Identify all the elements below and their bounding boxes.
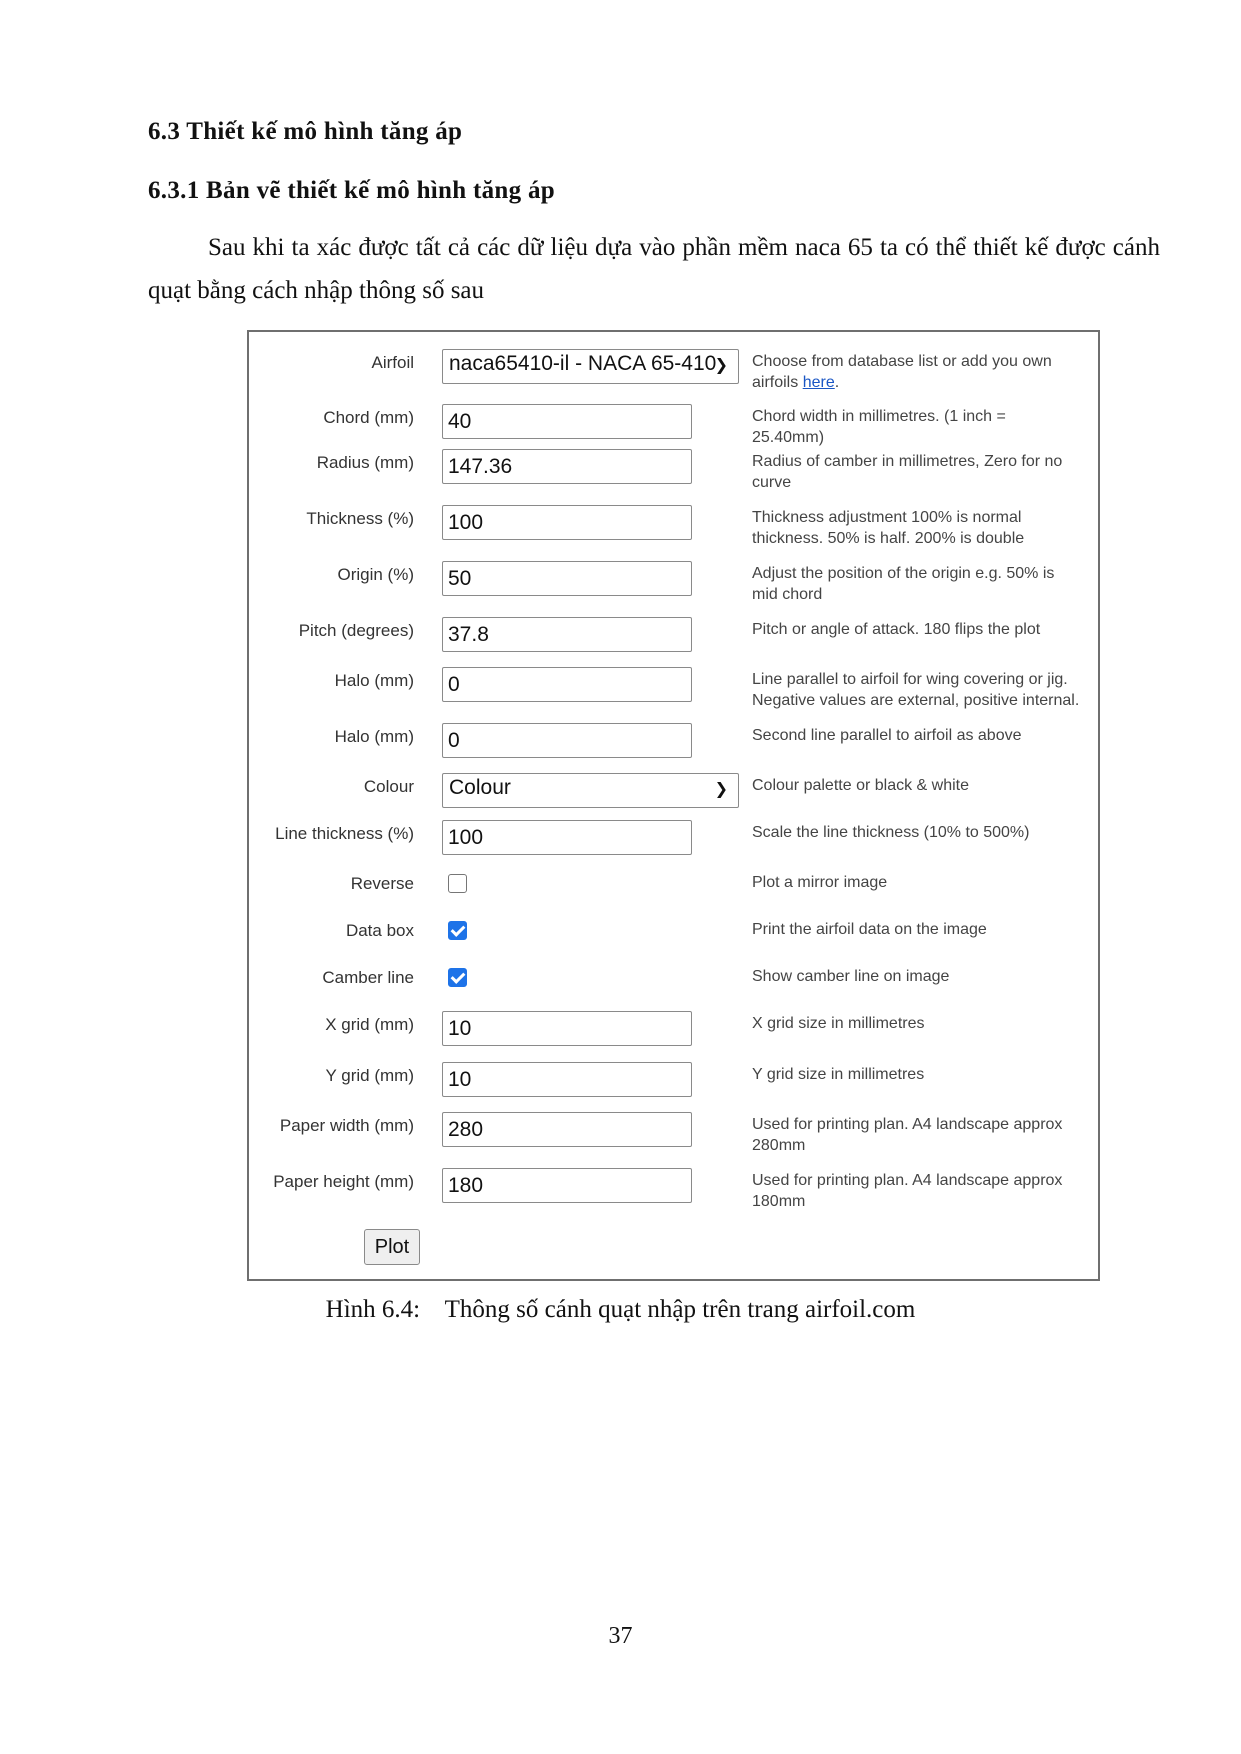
camber-line-control	[442, 964, 461, 983]
y-grid-input[interactable]	[442, 1062, 692, 1097]
halo-2-input[interactable]	[442, 723, 692, 758]
body-paragraph: Sau khi ta xác được tất cả các dữ liệu dựa vào phần mềm naca 65 ta có thể thiết kế được cánh quạt bằng cách nhập thông số sau	[148, 234, 1160, 304]
paper-width-label: Paper width (mm)	[279, 1116, 414, 1135]
radius-help: Radius of camber in millimetres, Zero for no curve	[752, 453, 1063, 491]
pitch-input[interactable]	[442, 617, 692, 652]
page-number: 37	[608, 1623, 633, 1649]
radius-label: Radius (mm)	[316, 453, 414, 472]
airfoil-help-tail: .	[834, 374, 840, 391]
halo-2-label: Halo (mm)	[334, 727, 414, 746]
camber-line-help: Show camber line on image	[752, 968, 950, 985]
paper-width-input[interactable]	[442, 1112, 692, 1147]
halo-1-input[interactable]	[442, 667, 692, 702]
chord-help: Chord width in millimetres. (1 inch = 25.40mm)	[752, 408, 1006, 446]
halo-1-label: Halo (mm)	[334, 671, 414, 690]
camber-line-label: Camber line	[322, 968, 414, 987]
line-thickness-input[interactable]	[442, 820, 692, 855]
y-grid-help: Y grid size in millimetres	[752, 1066, 925, 1083]
reverse-control	[442, 870, 461, 889]
airfoil-select[interactable]	[442, 349, 739, 384]
halo-1-help: Line parallel to airfoil for wing covering or jig. Negative values are external, positive internal.	[752, 671, 1080, 709]
data-box-label: Data box	[345, 921, 414, 940]
camber-line-checkbox[interactable]	[448, 968, 467, 987]
paper-height-help: Used for printing plan. A4 landscape approx 180mm	[752, 1172, 1063, 1210]
row-airfoil	[249, 349, 1098, 391]
reverse-checkbox[interactable]	[448, 874, 467, 893]
data-box-control	[442, 917, 461, 936]
colour-select[interactable]	[442, 773, 739, 808]
x-grid-help: X grid size in millimetres	[752, 1015, 925, 1032]
colour-help: Colour palette or black & white	[752, 777, 969, 794]
figure-caption	[0, 1296, 1241, 1324]
y-grid-label: Y grid (mm)	[325, 1066, 414, 1085]
x-grid-label: X grid (mm)	[325, 1015, 414, 1034]
chevron-down-icon: ❯	[714, 781, 728, 798]
caption-text: Thông số cánh quạt nhập trên trang airfoil.com	[444, 1296, 916, 1323]
paper-height-label: Paper height (mm)	[273, 1172, 414, 1191]
airfoil-label: Airfoil	[371, 353, 414, 372]
airfoil-help-text: Choose from database list or add you own airfoils	[752, 353, 1052, 391]
data-box-help: Print the airfoil data on the image	[752, 921, 987, 938]
airfoil-here-link[interactable]: here	[802, 374, 835, 391]
airfoil-select-value: naca65410-il - NACA 65-410	[449, 352, 717, 375]
pitch-help: Pitch or angle of attack. 180 flips the plot	[752, 621, 1041, 638]
line-thickness-label: Line thickness (%)	[275, 824, 414, 843]
origin-input[interactable]	[442, 561, 692, 596]
airfoil-help	[752, 351, 1082, 393]
thickness-input[interactable]	[442, 505, 692, 540]
plot-button[interactable]: Plot	[364, 1229, 420, 1265]
colour-label: Colour	[363, 777, 414, 796]
subsection-heading: 6.3.1 Bản vẽ thiết kế mô hình tăng áp	[148, 177, 555, 204]
reverse-help: Plot a mirror image	[752, 874, 888, 891]
airfoil-form-figure	[247, 330, 1100, 1281]
chevron-down-icon: ❯	[714, 357, 728, 374]
halo-2-help: Second line parallel to airfoil as above	[752, 727, 1022, 744]
x-grid-input[interactable]	[442, 1011, 692, 1046]
reverse-label: Reverse	[350, 874, 414, 893]
row-colour	[249, 773, 1098, 808]
chord-label: Chord (mm)	[323, 408, 414, 427]
line-thickness-help: Scale the line thickness (10% to 500%)	[752, 824, 1030, 841]
pitch-label: Pitch (degrees)	[298, 621, 414, 640]
colour-select-value: Colour	[449, 776, 511, 799]
origin-help: Adjust the position of the origin e.g. 50% is mid chord	[752, 565, 1055, 603]
thickness-label: Thickness (%)	[306, 509, 414, 528]
origin-label: Origin (%)	[337, 565, 414, 584]
chord-input[interactable]	[442, 404, 692, 439]
caption-prefix: Hình 6.4:	[325, 1296, 421, 1323]
section-heading: 6.3 Thiết kế mô hình tăng áp	[148, 118, 463, 145]
radius-input[interactable]	[442, 449, 692, 484]
thickness-help: Thickness adjustment 100% is normal thickness. 50% is half. 200% is double	[752, 509, 1025, 547]
paper-height-input[interactable]	[442, 1168, 692, 1203]
paper-width-help: Used for printing plan. A4 landscape approx 280mm	[752, 1116, 1063, 1154]
data-box-checkbox[interactable]	[448, 921, 467, 940]
